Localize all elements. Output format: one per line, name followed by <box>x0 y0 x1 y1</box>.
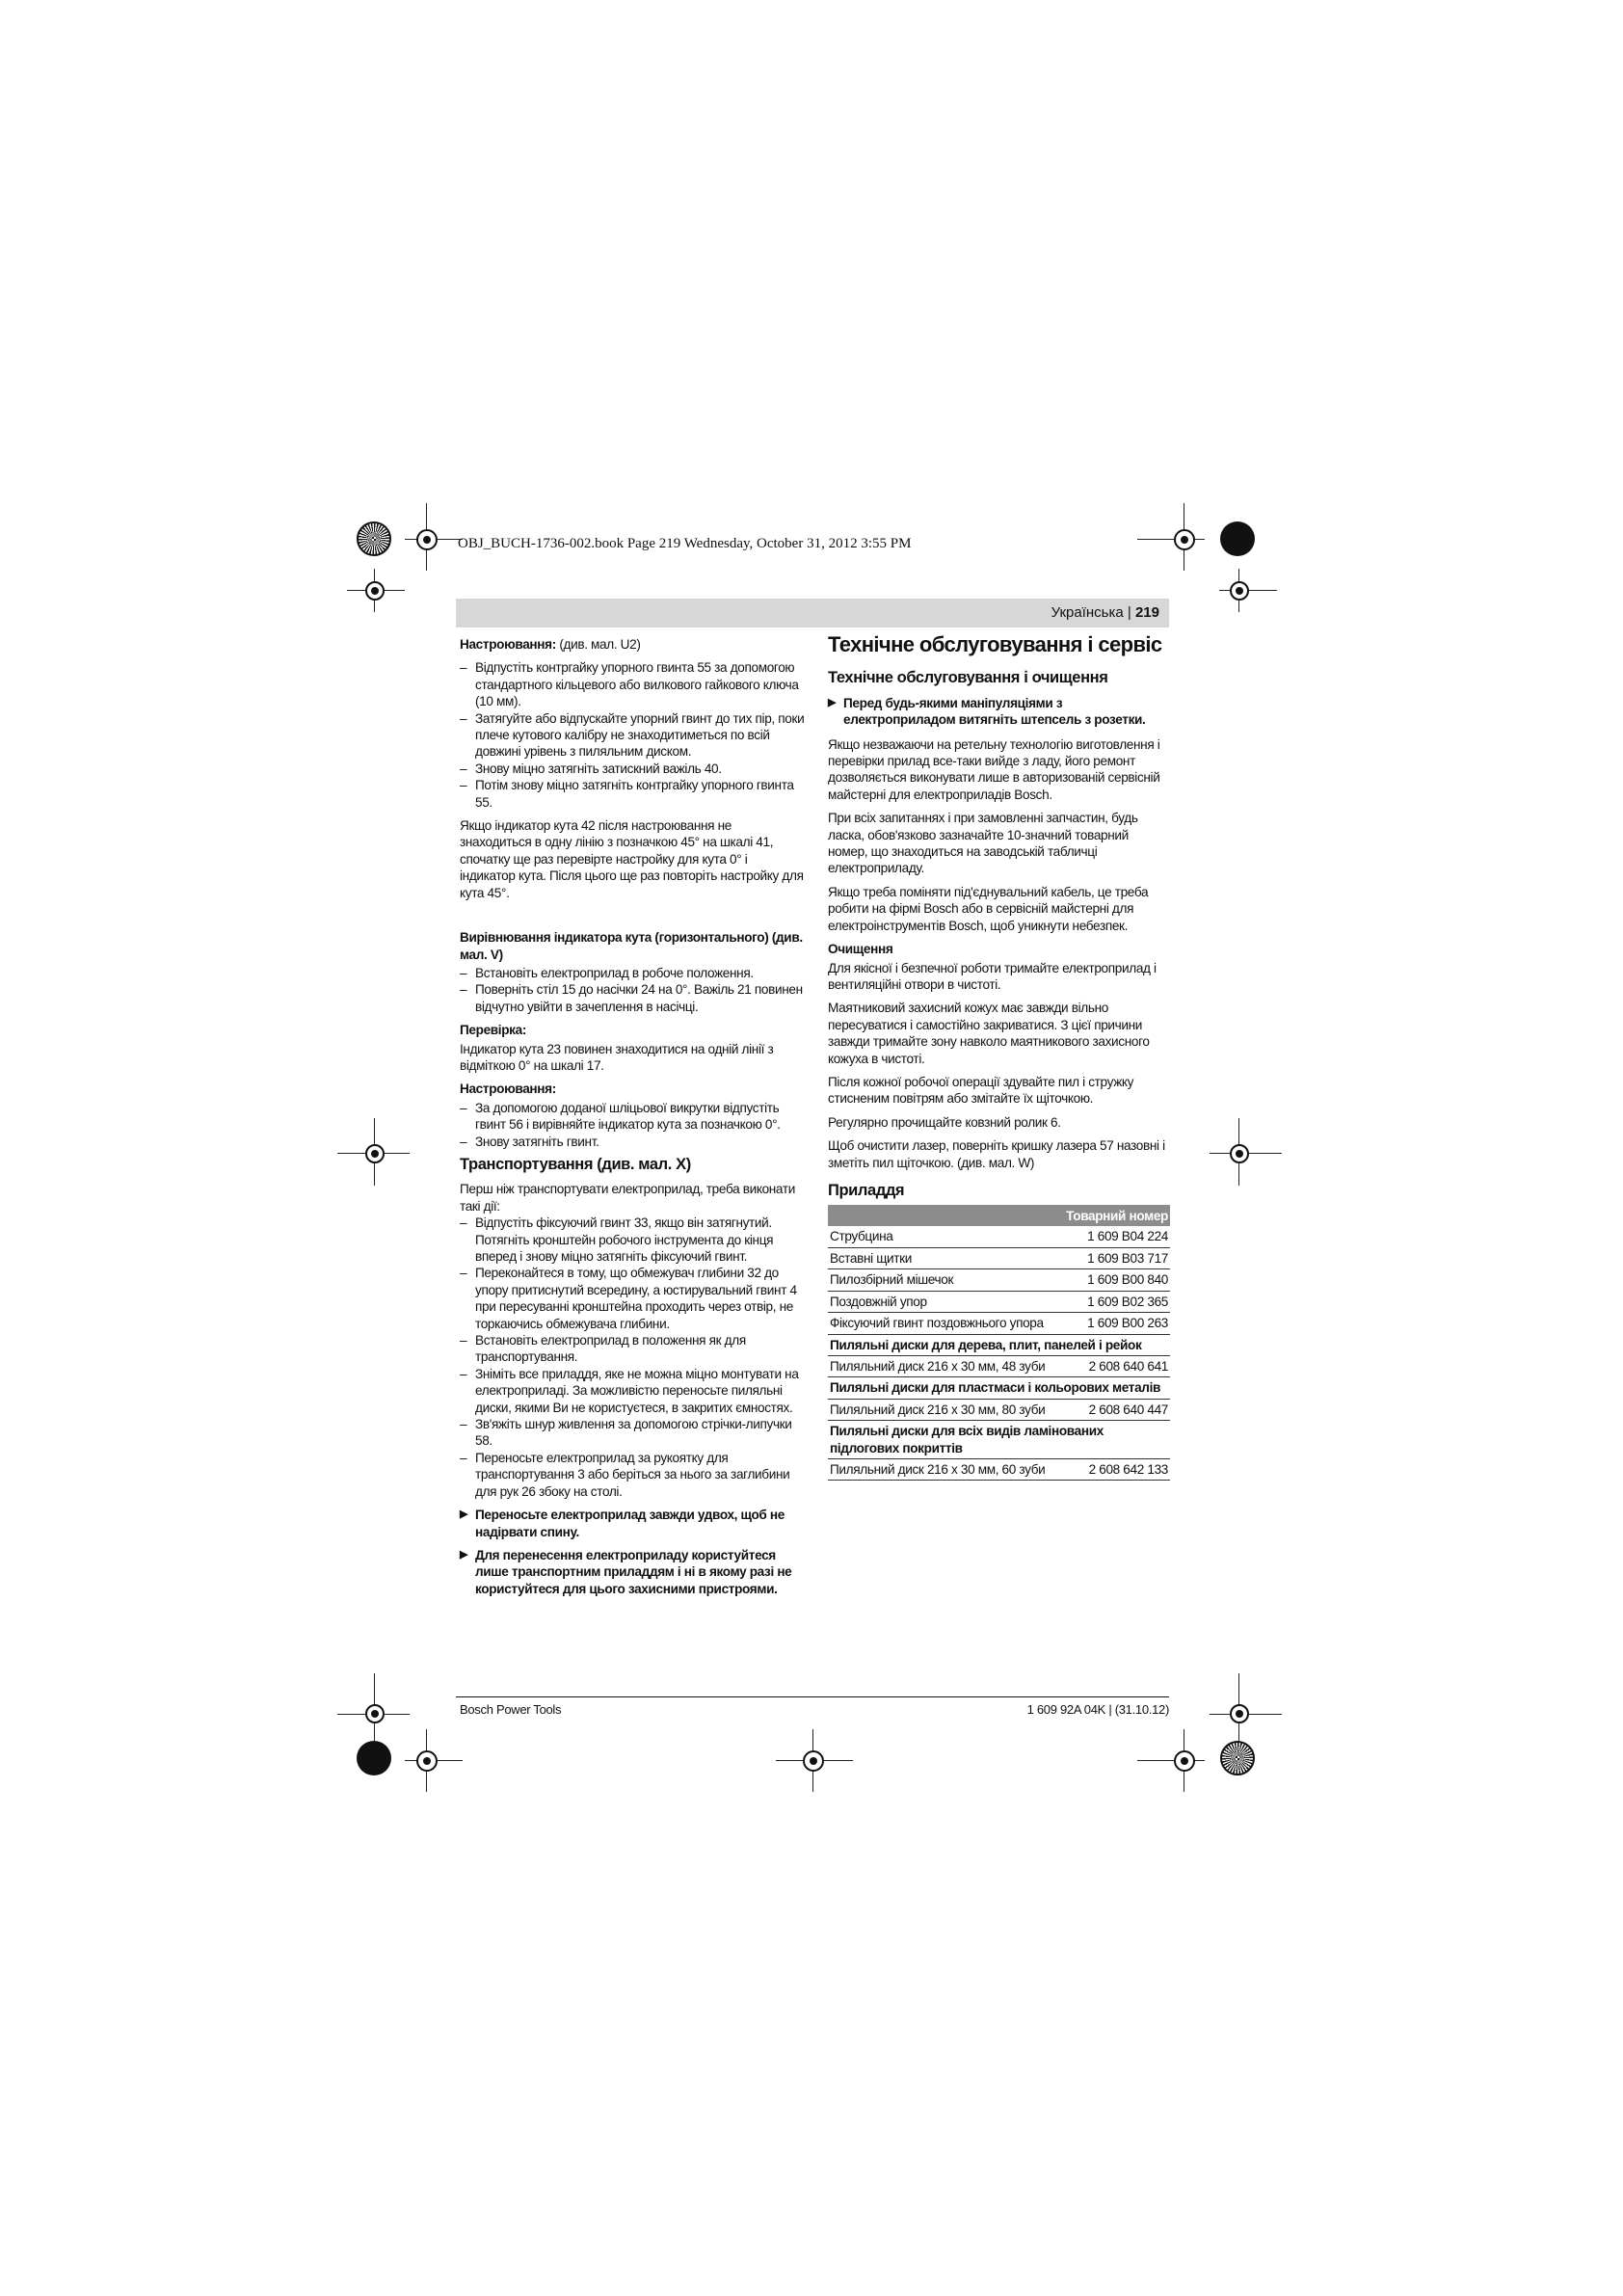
crosshair-icon <box>365 581 385 601</box>
registration-star-icon <box>1220 1741 1255 1775</box>
page-header: Українська | 219 <box>456 599 1169 627</box>
warning-note: ▶ Переносьте електроприлад завжди удвох, щоб не надірвати спину. <box>460 1507 806 1540</box>
crosshair-icon <box>416 1750 438 1772</box>
check-heading: Перевірка: <box>460 1023 527 1038</box>
table-row: Пилозбірний мішечок 1 609 B00 840 <box>828 1269 1170 1291</box>
list-item: – Переносьте електроприлад за рукоятку для транспортування 3 або беріться за нього за заглибини для рук 26 збоку на столі. <box>460 1450 806 1500</box>
table-section-row: Пиляльні диски для дерева, плит, панелей і рейок <box>828 1334 1170 1355</box>
section-heading: Вирівнювання індикатора кута (горизонтального) (див. мал. V) <box>460 930 803 962</box>
right-column <box>828 632 1170 1481</box>
registration-solid-icon <box>1220 521 1255 556</box>
transport-steps <box>460 1215 806 1500</box>
crosshair-icon <box>1230 1704 1249 1723</box>
list-item: – Зв'яжіть шнур живлення за допомогою стрічки-липучки 58. <box>460 1416 806 1450</box>
crosshair-icon <box>1174 1750 1195 1772</box>
list-item: – Знову міцно затягніть затискний важіль 40. <box>460 761 806 777</box>
transport-heading: Транспортування (див. мал. X) <box>460 1155 691 1173</box>
paragraph: Перш ніж транспортувати електроприлад, треба виконати такі дії: <box>460 1182 795 1214</box>
list-item: – Переконайтеся в тому, що обмежувач глибини 32 до упору притиснутий всередину, а юстирувальний гвинт 4 при пересуванні кронштейна проходить через отвір, не торкаючись обмежувача глибини. <box>460 1265 806 1332</box>
accessories-table <box>828 1205 1170 1481</box>
table-section-row: Пиляльні диски для всіх видів ламінованих підлогових покриттів <box>828 1421 1170 1459</box>
alignment-steps <box>460 965 806 1015</box>
table-row: Струбцина 1 609 B04 224 <box>828 1226 1170 1247</box>
paragraph: Після кожної робочої операції здувайте пил і стружку стисненим повітрям або змітайте їх щіточкою. <box>828 1074 1134 1107</box>
registration-solid-icon <box>357 1741 391 1775</box>
cleaning-heading: Очищення <box>828 942 893 957</box>
accessories-heading: Приладдя <box>828 1181 905 1199</box>
paragraph: Якщо індикатор кута 42 після настроювання не знаходиться в одну лінію з позначкою 45° на шкалі 41, спочатку ще раз перевірте настройку для кута 0° і індикатор кута. Після цього ще раз повторіть настройку для кута 45°. <box>460 818 804 900</box>
table-header: Товарний номер <box>828 1205 1170 1226</box>
header-language: Українська <box>1051 604 1124 621</box>
paragraph: При всіх запитаннях і при замовленні запчастин, будь ласка, обов'язково зазначайте 10-значний товарний номер, що знаходиться на заводській табличці електроприладу. <box>828 811 1138 876</box>
table-section-row: Пиляльні диски для пластмаси і кольорових металів <box>828 1377 1170 1399</box>
registration-star-icon <box>357 521 391 556</box>
paragraph: Якщо треба поміняти під'єднувальний кабель, це треба робити на фірмі Bosch або в сервісній майстерні для електроінструментів Bosch, щоб уникнути небезпек. <box>828 884 1149 933</box>
list-item: – Зніміть все приладдя, яке не можна міцно монтувати на електроприладі. За можливістю переносьте пиляльні диски, якими Ви не користуєтеся, в закритих ємностях. <box>460 1366 806 1416</box>
footer-rule <box>456 1696 1169 1697</box>
list-item: – Відпустіть контргайку упорного гвинта 55 за допомогою стандартного кільцевого або вилкового гайкового ключа (10 мм). <box>460 659 806 709</box>
table-row: Пиляльний диск 216 x 30 мм, 80 зуби 2 608 640 447 <box>828 1399 1170 1420</box>
paragraph: Маятниковий захисний кожух має завжди вільно пересуватися і самостійно закриватися. З цієї причини завжди тримайте зону навколо маятникового захисного кожуха в чистоті. <box>828 1001 1150 1066</box>
crosshair-icon <box>365 1144 385 1163</box>
crosshair-icon <box>803 1750 824 1772</box>
adjust-steps <box>460 1100 806 1150</box>
crosshair-icon <box>1174 529 1195 550</box>
crosshair-icon <box>416 529 438 550</box>
paragraph: Регулярно прочищайте ковзний ролик 6. <box>828 1114 1061 1130</box>
list-item: – Поверніть стіл 15 до насічки 24 на 0°. Важіль 21 повинен відчутно увійти в зачеплення в насічці. <box>460 981 806 1015</box>
crosshair-icon <box>1230 1144 1249 1163</box>
footer-docnumber: 1 609 92A 04K | (31.10.12) <box>1026 1702 1169 1717</box>
table-row: Фіксуючий гвинт поздовжнього упора 1 609 B00 263 <box>828 1313 1170 1334</box>
left-column <box>460 636 806 1604</box>
paragraph: Для якісної і безпечної роботи тримайте електроприлад і вентиляційні отвори в чистоті. <box>828 960 1157 992</box>
list-item: – Знову затягніть гвинт. <box>460 1134 806 1150</box>
paragraph: Індикатор кута 23 повинен знаходитися на одній лінії з відміткою 0° на шкалі 17. <box>460 1041 774 1073</box>
page-title: Технічне обслуговування і сервіс <box>828 632 1162 656</box>
paragraph: Якщо незважаючи на ретельну технологію виготовлення і перевірки прилад все-таки вийде з ладу, його ремонт дозволяється виконувати лише в авторизованій сервісній майстерні для електроприладів Bosch. <box>828 736 1160 802</box>
table-row: Пиляльний диск 216 x 30 мм, 48 зуби 2 608 640 641 <box>828 1355 1170 1376</box>
list-item: – Потім знову міцно затягніть контргайку упорного гвинта 55. <box>460 777 806 811</box>
list-item: – Встановіть електроприлад в положення як для транспортування. <box>460 1332 806 1366</box>
list-item: – Затягуйте або відпускайте упорний гвинт до тих пір, поки плече кутового калібру не знаходитиметься по всій довжині урівень з пиляльним диском. <box>460 710 806 761</box>
list-item: – За допомогою доданої шліцьової викрутки відпустіть гвинт 56 і вирівняйте індикатор кута за позначкою 0°. <box>460 1100 806 1134</box>
footer-brand: Bosch Power Tools <box>460 1702 562 1717</box>
print-slug: OBJ_BUCH-1736-002.book Page 219 Wednesday, October 31, 2012 3:55 PM <box>458 536 912 551</box>
adjustment-steps <box>460 659 806 811</box>
crosshair-icon <box>1230 581 1249 601</box>
section-heading: Технічне обслуговування і очищення <box>828 669 1108 687</box>
page-number: 219 <box>1134 604 1159 621</box>
list-item: – Відпустіть фіксуючий гвинт 33, якщо він затягнутий. Потягніть кронштейн робочого інструмента до кінця вперед і знову міцно затягніть фіксуючий гвинт. <box>460 1215 806 1265</box>
warning-note: ▶ Перед будь-якими маніпуляціями з електроприладом витягніть штепсель з розетки. <box>828 695 1170 729</box>
list-item: – Встановіть електроприлад в робоче положення. <box>460 965 806 981</box>
crosshair-icon <box>365 1704 385 1723</box>
table-row: Вставні щитки 1 609 B03 717 <box>828 1247 1170 1268</box>
table-row: Пиляльний диск 216 x 30 мм, 60 зуби 2 608 642 133 <box>828 1458 1170 1480</box>
table-row: Поздовжній упор 1 609 B02 365 <box>828 1291 1170 1312</box>
warning-note: ▶ Для перенесення електроприладу користуйтеся лише транспортним приладдям і ні в якому разі не користуйтеся для цього захисними пристроями. <box>460 1547 806 1597</box>
adjust-heading: Настроювання: <box>460 1081 556 1097</box>
adjustment-heading: Настроювання: (див. мал. U2) <box>460 637 641 652</box>
paragraph: Щоб очистити лазер, поверніть кришку лазера 57 назовні і зметіть пил щіточкою. (див. мал. W) <box>828 1138 1165 1170</box>
